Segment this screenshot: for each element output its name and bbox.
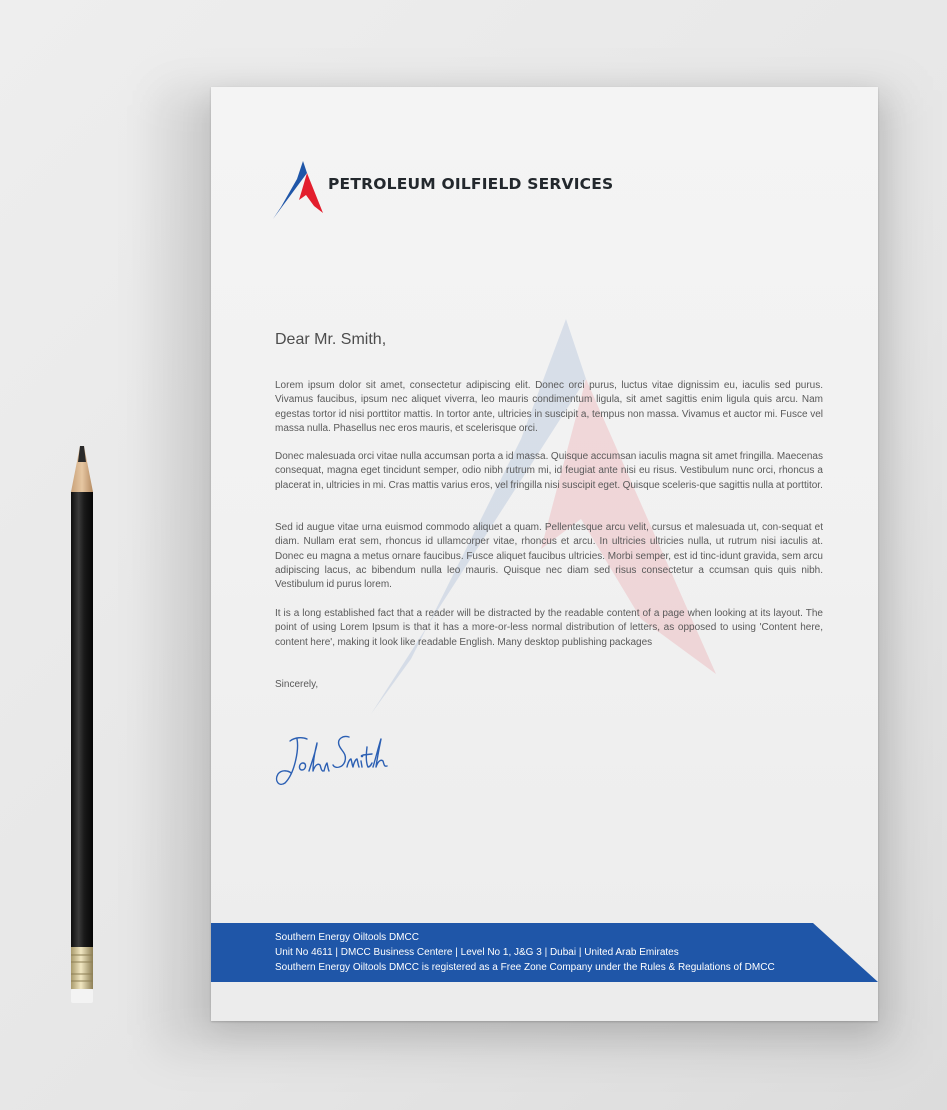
pencil-icon — [62, 440, 102, 1010]
letter-paragraph-4: It is a long established fact that a reader will be distracted by the readable content of a page when looking at its layout. The point of using Lorem Ipsum is that it has a more-or-less normal distribution of letters, as opposed to using 'Content here, content here', making it look like readable English. Many desktop publishing packages — [275, 608, 823, 648]
letter-paragraph-3: Sed id augue vitae urna euismod commodo aliquet a quam. Pellentesque arcu velit, cursus et malesuada ut, con-sequat et diam. Nullam erat sem, rhoncus id ullamcorper vitae, rhoncus et arcu. In ultricies ultricies nulla, ut rutrum nisi iaculis at. Donec eu magna a metus ornare faucibus. Fusce aliquet faucibus ultricies. Morbi semper, est id tinc-idunt gravida, sem arcu adipiscing lacus, ac bibendum nulla leo mauris. Quisque nec diam sed risus consectetur a ccumsan quis quis nibh. Vestibulum id purus lorem. — [275, 522, 823, 591]
salutation: Dear Mr. Smith, — [275, 331, 387, 348]
footer-registration: Southern Energy Oiltools DMCC is registered as a Free Zone Company under the Rules & Regulations of DMCC — [275, 962, 775, 973]
footer-company: Southern Energy Oiltools DMCC — [275, 932, 419, 943]
signature-image — [273, 725, 393, 795]
letter-paragraph-1: Lorem ipsum dolor sit amet, consectetur adipiscing elit. Donec orci purus, luctus vitae dignissim eu, iaculis sed purus. Vivamus faucibus, ipsum nec aliquet viverra, leo mauris condimentum ligula, sit amet sagittis enim ligula quis arcu. Nam egestas tortor id nisi porttitor mattis. In tortor ante, ultricies in suscipit a, tempus non massa. Vivamus et auctor mi. Fusce vel massa nulla. Phasellus nec eros mauris, et scelerisque orci. — [275, 380, 823, 434]
company-logo-icon — [273, 161, 325, 219]
footer-address — [275, 930, 775, 975]
letterhead-paper — [211, 87, 878, 1021]
letter-paragraph-2: Donec malesuada orci vitae nulla accumsan porta a id massa. Quisque accumsan iaculis magna sit amet fringilla. Maecenas consequat, magna eget tincidunt semper, odio nibh rutrum mi, id feugiat ante nisi eu risus. Vestibulum nunc orci, rhoncus a placerat in, ultricies in mi. Cras mattis varius eros, vel fringilla nisi suscipit eget. Quisque sceleris-que sagittis nulla at porttitor. — [275, 451, 823, 491]
closing: Sincerely, — [275, 679, 319, 690]
company-name: PETROLEUM OILFIELD SERVICES — [328, 175, 614, 193]
footer-address-line: Unit No 4611 | DMCC Business Centere | Level No 1, J&G 3 | Dubai | United Arab Emirates — [275, 947, 679, 958]
